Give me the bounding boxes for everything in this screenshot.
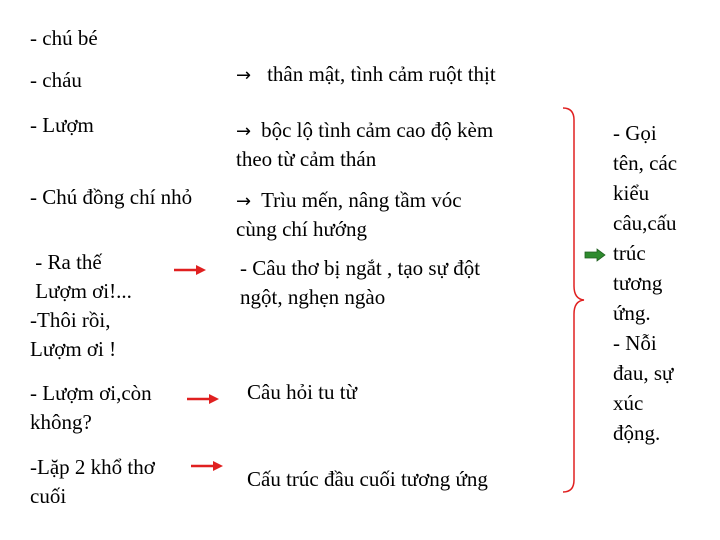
summary-column [613,118,718,448]
meaning-chau-text: thân mật, tình cảm ruột thịt [267,62,496,86]
summary-line: tương [613,271,663,295]
summary-line: đau, sự [613,361,674,385]
effect-ra-the-line2: ngột, nghẹn ngào [240,285,386,309]
arrow-icon: → [236,121,252,142]
meaning-chu-text: Trìu mến, nâng tầm vóc [261,188,462,212]
meaning-chau [236,60,496,90]
quote-ra-the-line4: Lượm ơi ! [30,337,117,361]
summary-line: xúc [613,391,644,415]
technique-lap-line1: -Lặp 2 khổ thơ [30,455,155,479]
technique-lap-line2: cuối [30,484,67,508]
summary-line: trúc [613,241,646,265]
term-chau: - cháu [30,68,82,92]
red-arrow-icon [186,393,220,405]
meaning-chu-line2: cùng chí hướng [236,217,367,241]
red-arrow-icon [173,264,207,276]
red-arrow-icon [190,460,224,472]
quote-ra-the-line2: Lượm ơi!... [30,279,132,303]
effect-con-khong: Câu hỏi tu từ [247,380,357,404]
summary-line: kiểu [613,181,650,205]
quote-ra-the-line1: - Ra thế [30,250,102,274]
quote-con-khong-line2: không? [30,410,92,434]
meaning-luom-line1 [236,116,493,146]
term-chu-dong-chi: - Chú đồng chí nhỏ [30,185,193,209]
brace-icon [560,106,586,494]
meaning-luom-line2: theo từ cảm thán [236,147,377,171]
meaning-chu-line1 [236,186,462,216]
summary-line: tên, các [613,151,678,175]
arrow-icon: → [236,191,252,212]
summary-line: câu,cấu [613,211,677,235]
effect-ra-the-line1: - Câu thơ bị ngắt , tạo sự đột [240,256,481,280]
green-arrow-icon [584,248,606,262]
arrow-icon: → [236,65,252,86]
summary-line: - Gọi [613,121,657,145]
quote-ra-the-line3: -Thôi rồi, [30,308,111,332]
summary-line: động. [613,421,661,445]
effect-lap: Cấu trúc đầu cuối tương ứng [247,467,488,491]
meaning-luom-text: bộc lộ tình cảm cao độ kèm [261,118,494,142]
term-luom: - Lượm [30,113,94,137]
summary-line: ứng. [613,301,651,325]
summary-line: - Nỗi [613,331,657,355]
quote-con-khong-line1: - Lượm ơi,còn [30,381,152,405]
term-chu-be: - chú bé [30,26,98,50]
